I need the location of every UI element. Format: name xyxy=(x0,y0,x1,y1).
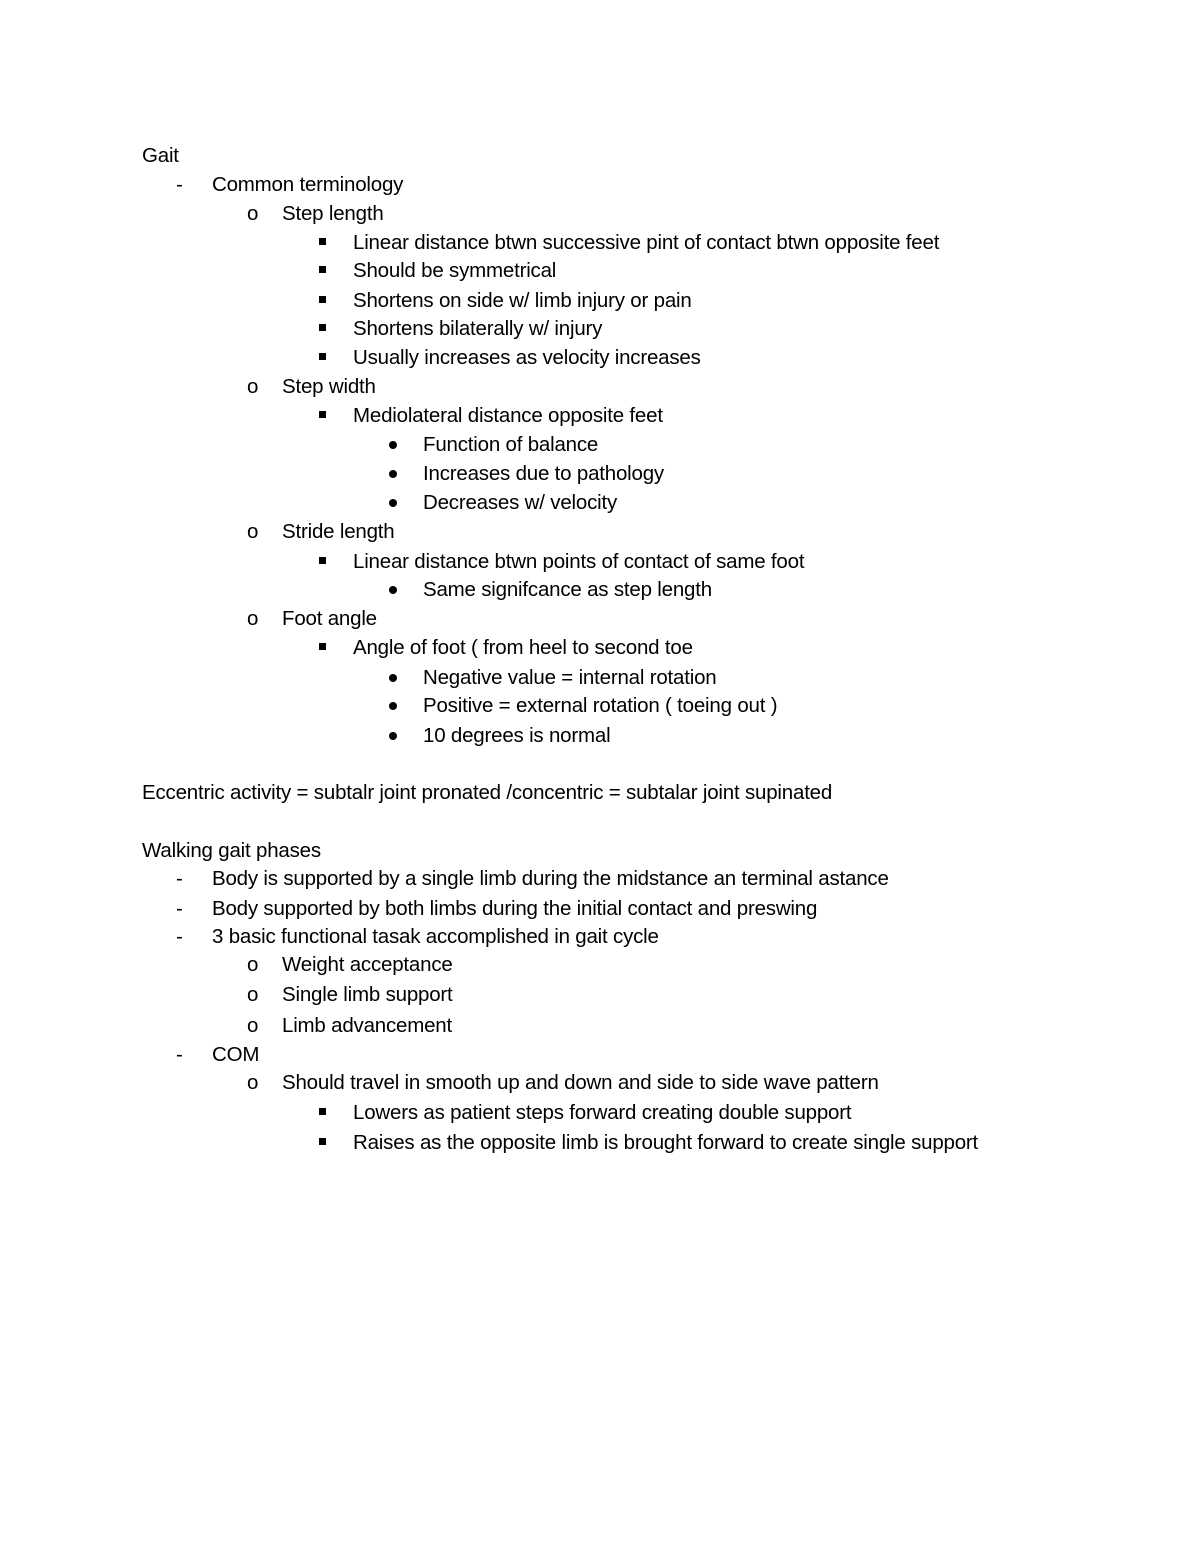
square-bullet-icon xyxy=(319,238,326,245)
square-bullet-icon xyxy=(319,296,326,303)
list-item: Usually increases as velocity increases xyxy=(353,346,701,369)
list-item: Angle of foot ( from heel to second toe xyxy=(353,636,693,659)
list-item: Linear distance btwn points of contact of same foot xyxy=(353,550,805,573)
circle-bullet-icon: o xyxy=(247,983,259,1006)
list-item: Step width xyxy=(282,375,376,398)
dash-bullet-icon: - xyxy=(176,897,183,920)
circle-bullet-icon: o xyxy=(247,1014,259,1037)
list-item: Should travel in smooth up and down and side to side wave pattern xyxy=(282,1071,879,1094)
dash-bullet-icon: - xyxy=(176,867,183,890)
circle-bullet-icon: o xyxy=(247,1071,259,1094)
list-item: Should be symmetrical xyxy=(353,259,557,282)
list-item: Positive = external rotation ( toeing out ) xyxy=(423,694,778,717)
square-bullet-icon xyxy=(319,1138,326,1145)
list-item: 3 basic functional tasak accomplished in gait cycle xyxy=(212,925,659,948)
dot-bullet-icon xyxy=(389,674,397,682)
square-bullet-icon xyxy=(319,324,326,331)
square-bullet-icon xyxy=(319,411,326,418)
dash-bullet-icon: - xyxy=(176,1043,183,1066)
list-item: Limb advancement xyxy=(282,1014,453,1037)
list-item: Lowers as patient steps forward creating double support xyxy=(353,1101,852,1124)
square-bullet-icon xyxy=(319,266,326,273)
dash-bullet-icon: - xyxy=(176,173,183,196)
square-bullet-icon xyxy=(319,353,326,360)
dot-bullet-icon xyxy=(389,441,397,449)
section-title-gait: Gait xyxy=(142,144,179,167)
list-item: Negative value = internal rotation xyxy=(423,666,717,689)
list-item: Body is supported by a single limb during the midstance an terminal astance xyxy=(212,867,889,890)
list-item: 10 degrees is normal xyxy=(423,724,611,747)
list-item: Body supported by both limbs during the initial contact and preswing xyxy=(212,897,818,920)
circle-bullet-icon: o xyxy=(247,607,259,630)
list-item: Step length xyxy=(282,202,384,225)
circle-bullet-icon: o xyxy=(247,202,259,225)
square-bullet-icon xyxy=(319,643,326,650)
list-item: Decreases w/ velocity xyxy=(423,491,618,514)
circle-bullet-icon: o xyxy=(247,953,259,976)
dot-bullet-icon xyxy=(389,470,397,478)
list-item: COM xyxy=(212,1043,260,1066)
list-item: Shortens bilaterally w/ injury xyxy=(353,317,603,340)
square-bullet-icon xyxy=(319,1108,326,1115)
list-item: Common terminology xyxy=(212,173,404,196)
list-item: Raises as the opposite limb is brought forward to create single support xyxy=(353,1131,979,1154)
list-item: Same signifcance as step length xyxy=(423,578,712,601)
circle-bullet-icon: o xyxy=(247,375,259,398)
dot-bullet-icon xyxy=(389,586,397,594)
dash-bullet-icon: - xyxy=(176,925,183,948)
list-item: Linear distance btwn successive pint of contact btwn opposite feet xyxy=(353,231,940,254)
list-item: Stride length xyxy=(282,520,395,543)
dot-bullet-icon xyxy=(389,499,397,507)
list-item: Weight acceptance xyxy=(282,953,453,976)
list-item: Single limb support xyxy=(282,983,453,1006)
dot-bullet-icon xyxy=(389,702,397,710)
square-bullet-icon xyxy=(319,557,326,564)
list-item: Function of balance xyxy=(423,433,599,456)
circle-bullet-icon: o xyxy=(247,520,259,543)
eccentric-activity-note: Eccentric activity = subtalr joint pronated /concentric = subtalar joint supinated xyxy=(142,781,833,804)
list-item: Increases due to pathology xyxy=(423,462,664,485)
section-title-walking-gait-phases: Walking gait phases xyxy=(142,839,321,862)
list-item: Foot angle xyxy=(282,607,377,630)
list-item: Mediolateral distance opposite feet xyxy=(353,404,663,427)
dot-bullet-icon xyxy=(389,732,397,740)
list-item: Shortens on side w/ limb injury or pain xyxy=(353,289,692,312)
